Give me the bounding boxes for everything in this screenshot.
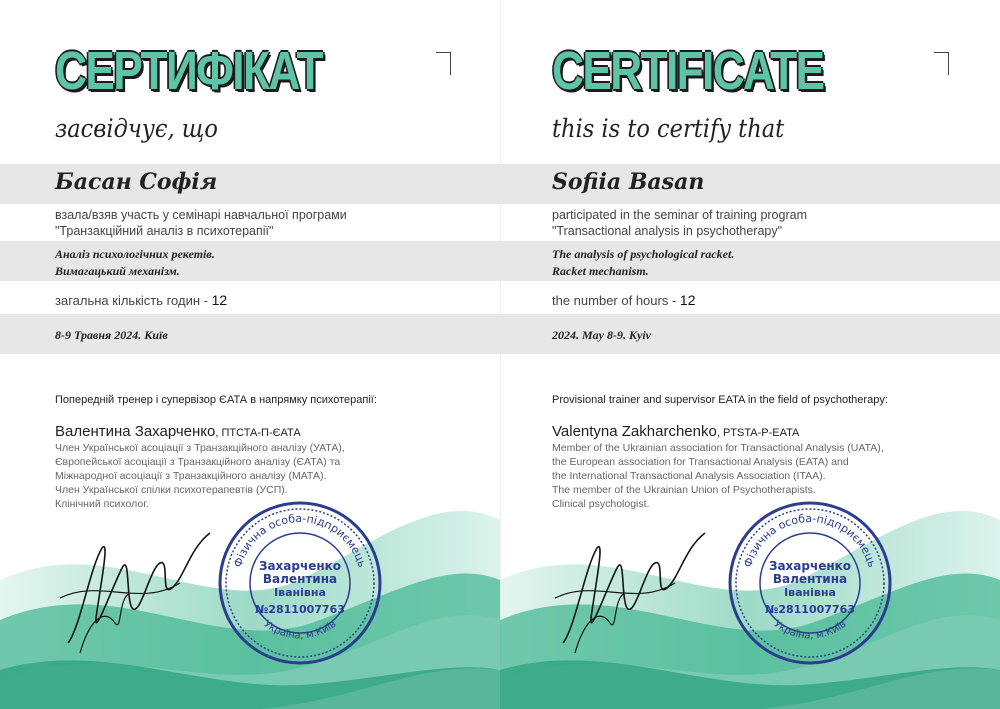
topic-line-1: Аналіз психологічних рекетів. [55,247,215,261]
credential-line: Member of the Ukrainian association for Transactional Analysis (UATA), [552,442,884,454]
seal-number: №2811007763 [255,603,345,616]
trainer-label: Попередній тренер і супервізор ЄАТА в напрямку психотерапії: [55,394,377,406]
topic-line-2: Вимагацький механізм. [55,264,180,278]
seal-name-2: Валентина [772,572,848,586]
seal-ring-top: Фізична особа-підприємець [741,511,879,569]
seal-name-1: Захарченко [768,559,852,573]
seal-name-3: Іванівна [274,586,326,599]
certificate-subtitle: засвідчує, що [55,114,218,143]
topic-line-1: The analysis of psychological racket. [552,247,735,261]
hours-label: загальна кількість годин - [55,293,212,308]
trainer-credentials: , PTSTA-P-EATA [716,427,800,439]
credential-line: Clinical psychologist. [552,498,650,510]
official-seal [215,498,385,668]
trainer-name-line [552,423,799,440]
recipient-name: Басан Софія [55,169,218,195]
seal-name-1: Захарченко [258,559,342,573]
topic-line-2: Racket mechanism. [552,264,649,278]
credential-line: Європейської асоціації з Транзакційного аналізу (ЄАТА) та [55,456,341,468]
seal-ring-top: Фізична особа-підприємець [231,511,369,569]
seal-ring-bottom: Україна, м.Київ [771,618,849,642]
trainer-label: Provisional trainer and supervisor EATA in the field of psychotherapy: [552,394,888,406]
credential-line: the European association for Transactional Analysis (EATA) and [552,456,849,468]
seal-ring-bottom: Україна, м.Київ [261,618,339,642]
seminar-date: 8-9 Травня 2024. Київ [55,328,168,342]
certificate-title: CERTIFICATE [552,41,824,101]
credential-line: the International Transactional Analysis Association (ITAA). [552,470,826,482]
seminar-date: 2024. May 8-9. Kyiv [552,328,651,342]
credential-line: Клінічний психолог. [55,498,149,510]
seal-number: №2811007763 [765,603,855,616]
hours-value: 12 [679,292,696,308]
recipient-name: Sofiia Basan [552,169,705,195]
corner-mark [934,52,949,75]
hours-line [55,292,227,308]
credential-line: The member of the Ukrainian Union of Psychotherapists. [552,484,816,496]
official-seal [725,498,895,668]
hours-label: the number of hours - [552,293,680,308]
program-name: "Transactional analysis in psychotherapy" [552,224,783,238]
hours-line [552,292,695,308]
seal-name-3: Іванівна [784,586,836,599]
trainer-credentials: , ПТСТА-П-ЄАТА [215,427,301,439]
corner-mark [436,52,451,75]
signature [555,528,715,658]
trainer-name-line [55,423,301,440]
svg-text:Україна, м.Київ [262,619,339,642]
credential-line: Міжнародної асоціації з Транзакційного аналізу (МАТА). [55,470,327,482]
svg-text:Україна, м.Київ [772,619,849,642]
program-name: "Транзакційний аналіз в психотерапії" [55,224,274,238]
seal-name-2: Валентина [262,572,338,586]
signature [60,528,220,658]
trainer-name: Валентина Захарченко [55,423,216,440]
certificate-title: СЕРТИФІКАТ [55,41,322,101]
participation-text: взала/взяв участь у семінарі навчальної програми [55,208,347,222]
credential-line: Член Української спілки психотерапевтів (УСП). [55,484,288,496]
participation-text: participated in the seminar of training program [552,208,807,222]
trainer-name: Valentyna Zakharchenko [552,423,717,440]
certificate-subtitle: this is to certify that [552,114,785,143]
hours-value: 12 [211,292,228,308]
certificate-page-english [500,0,1000,709]
credential-line: Член Української асоціації з Транзакційного аналізу (УАТА), [55,442,345,454]
